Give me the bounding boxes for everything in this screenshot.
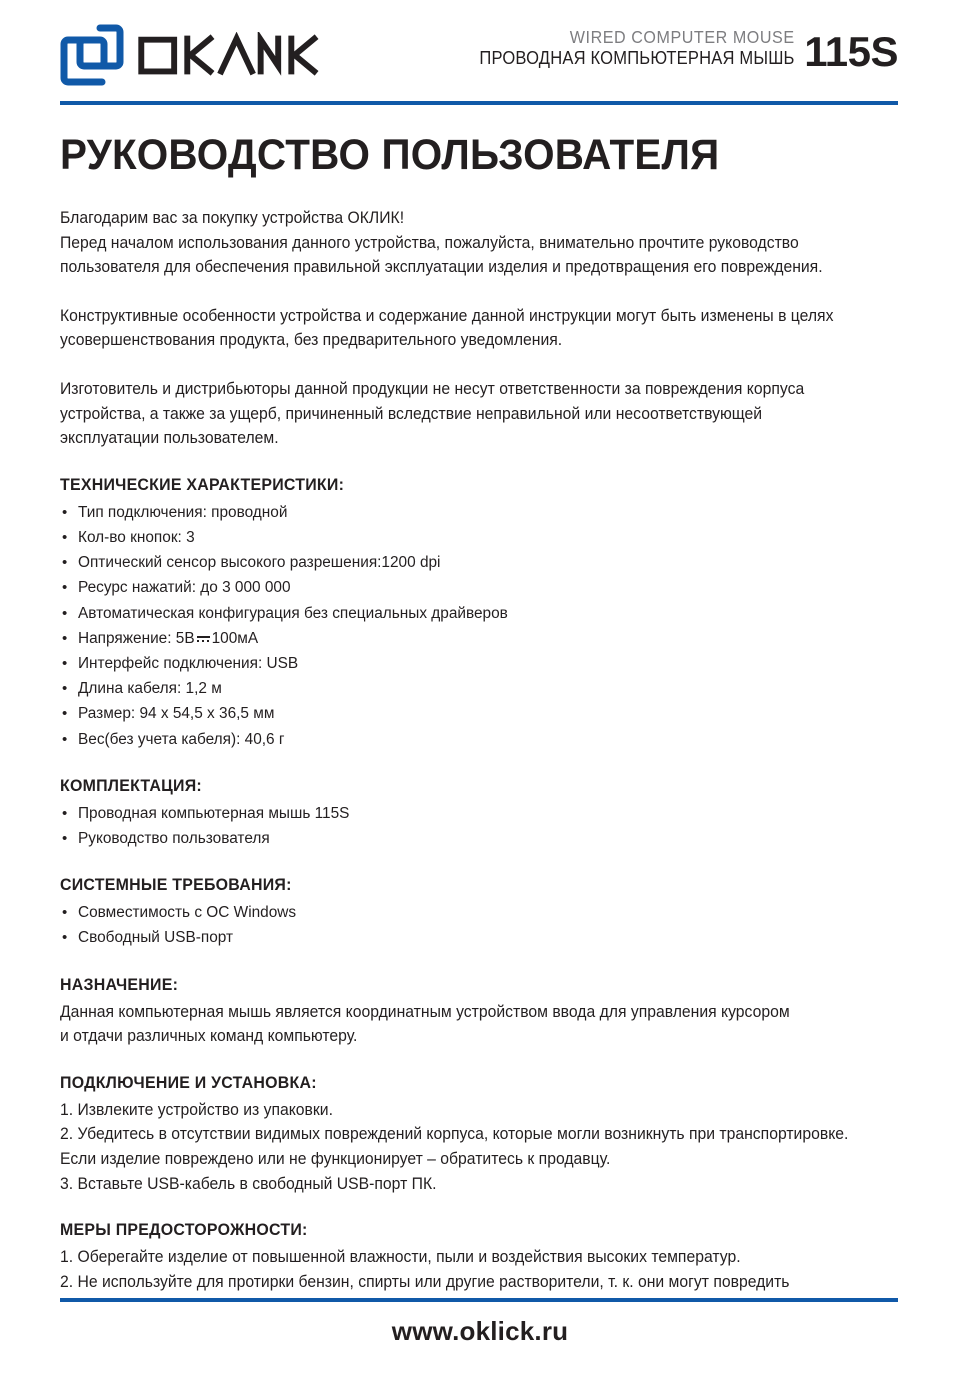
header-taglines xyxy=(452,28,795,71)
page-header xyxy=(0,0,960,112)
intro-line-3: пользователя для обеспечения правильной эксплуатации изделия и предотвращения его повреждения. xyxy=(60,258,823,277)
list-item-voltage xyxy=(60,626,905,651)
section-system-requirements xyxy=(60,875,905,950)
intro-paragraph xyxy=(60,206,871,280)
setup-step-1: 1. Извлеките устройство из упаковки. xyxy=(60,1100,333,1119)
section-heading-package: КОМПЛЕКТАЦИЯ: xyxy=(60,775,202,795)
section-precautions xyxy=(60,1220,905,1294)
section-heading-specs: ТЕХНИЧЕСКИЕ ХАРАКТЕРИСТИКИ: xyxy=(60,474,345,494)
intro-line-2: Перед началом использования данного устройства, пожалуйста, внимательно прочтите руководство xyxy=(60,233,799,252)
setup-steps xyxy=(60,1098,871,1196)
list-item: • Тип подключения: проводной xyxy=(60,500,905,525)
list-item: • Кол-во кнопок: 3 xyxy=(60,525,905,550)
setup-step-3: 3. Вставьте USB-кабель в свободный USB-порт ПК. xyxy=(60,1174,437,1193)
purpose-line-1: Данная компьютерная мышь является координатным устройством ввода для управления курсором xyxy=(60,1002,790,1021)
section-setup xyxy=(60,1073,905,1196)
notice-paragraph xyxy=(60,304,871,353)
voltage-prefix: Напряжение: 5В xyxy=(78,629,195,647)
requirements-list xyxy=(60,900,905,950)
page-title: РУКОВОДСТВО ПОЛЬЗОВАТЕЛЯ xyxy=(60,131,720,179)
spacer xyxy=(60,353,905,377)
section-heading-purpose: НАЗНАЧЕНИЕ: xyxy=(60,974,179,994)
list-item: • Оптический сенсор высокого разрешения:1200 dpi xyxy=(60,550,905,575)
disclaimer-line-2: устройства, а также за ущерб, причиненный вследствие неправильной или несоответствующей xyxy=(60,404,763,423)
manual-content xyxy=(60,131,905,1294)
spacer xyxy=(60,280,905,304)
list-item: • Руководство пользователя xyxy=(60,826,905,851)
header-product-info xyxy=(452,27,898,75)
oklick-wordmark xyxy=(138,32,340,78)
precaution-steps xyxy=(60,1245,871,1294)
precaution-step-2: 2. Не используйте для протирки бензин, спирты или другие растворители, т. к. они могут повредить xyxy=(60,1272,790,1291)
list-item: • Совместимость с ОС Windows xyxy=(60,900,905,925)
spacer xyxy=(60,1196,905,1220)
purpose-line-2: и отдачи различных команд компьютеру. xyxy=(60,1027,358,1046)
footer-website-url[interactable]: www.oklick.ru xyxy=(391,1316,569,1346)
spacer xyxy=(60,851,905,875)
notice-line-1: Конструктивные особенности устройства и содержание данной инструкции могут быть изменены в целях xyxy=(60,306,834,325)
disclaimer-line-1: Изготовитель и дистрибьюторы данной продукции не несут ответственности за повреждения корпуса xyxy=(60,379,805,398)
purpose-paragraph xyxy=(60,1000,871,1049)
spacer xyxy=(60,451,905,475)
tagline-english: WIRED COMPUTER MOUSE xyxy=(569,27,795,47)
spacer xyxy=(60,1049,905,1073)
product-model: 115S xyxy=(804,27,898,75)
list-item: • Интерфейс подключения: USB xyxy=(60,651,905,676)
specs-list xyxy=(60,500,905,752)
section-heading-requirements: СИСТЕМНЫЕ ТРЕБОВАНИЯ: xyxy=(60,875,292,895)
disclaimer-line-3: эксплуатации пользователем. xyxy=(60,429,279,448)
disclaimer-paragraph xyxy=(60,377,871,451)
list-item: • Ресурс нажатий: до 3 000 000 xyxy=(60,575,905,600)
package-list xyxy=(60,801,905,851)
footer-divider-rule xyxy=(60,1298,898,1302)
dc-current-icon xyxy=(196,634,211,644)
section-purpose xyxy=(60,975,905,1049)
section-heading-setup: ПОДКЛЮЧЕНИЕ И УСТАНОВКА: xyxy=(60,1072,317,1092)
voltage-suffix: 100мА xyxy=(211,629,259,647)
section-package-contents xyxy=(60,776,905,851)
list-item: • Проводная компьютерная мышь 115S xyxy=(60,801,905,826)
list-item: • Размер: 94 х 54,5 х 36,5 мм xyxy=(60,701,905,726)
setup-step-2: 2. Убедитесь в отсутствии видимых повреждений корпуса, которые могли возникнуть при транспортировке. xyxy=(60,1125,849,1144)
spacer xyxy=(60,752,905,776)
oklick-logo-icon xyxy=(60,24,124,86)
brand-lockup xyxy=(60,24,340,86)
header-divider-rule xyxy=(60,101,898,105)
tagline-russian: ПРОВОДНАЯ КОМПЬЮТЕРНАЯ МЫШЬ xyxy=(479,47,795,68)
list-item: • Свободный USB-порт xyxy=(60,925,905,950)
precaution-step-1: 1. Оберегайте изделие от повышенной влажности, пыли и воздействия высоких температур. xyxy=(60,1248,741,1267)
setup-step-2-cont: Если изделие повреждено или не функционирует – обратитесь к продавцу. xyxy=(60,1149,611,1168)
intro-line-1: Благодарим вас за покупку устройства ОКЛИК! xyxy=(60,209,405,227)
section-technical-specs xyxy=(60,475,905,752)
section-heading-precautions: МЕРЫ ПРЕДОСТОРОЖНОСТИ: xyxy=(60,1220,308,1240)
list-item: • Длина кабеля: 1,2 м xyxy=(60,676,905,701)
list-item: • Вес(без учета кабеля): 40,6 г xyxy=(60,727,905,752)
spacer xyxy=(60,951,905,975)
notice-line-2: усовершенствования продукта, без предварительного уведомления. xyxy=(60,331,563,350)
list-item: • Автоматическая конфигурация без специальных драйверов xyxy=(60,601,905,626)
